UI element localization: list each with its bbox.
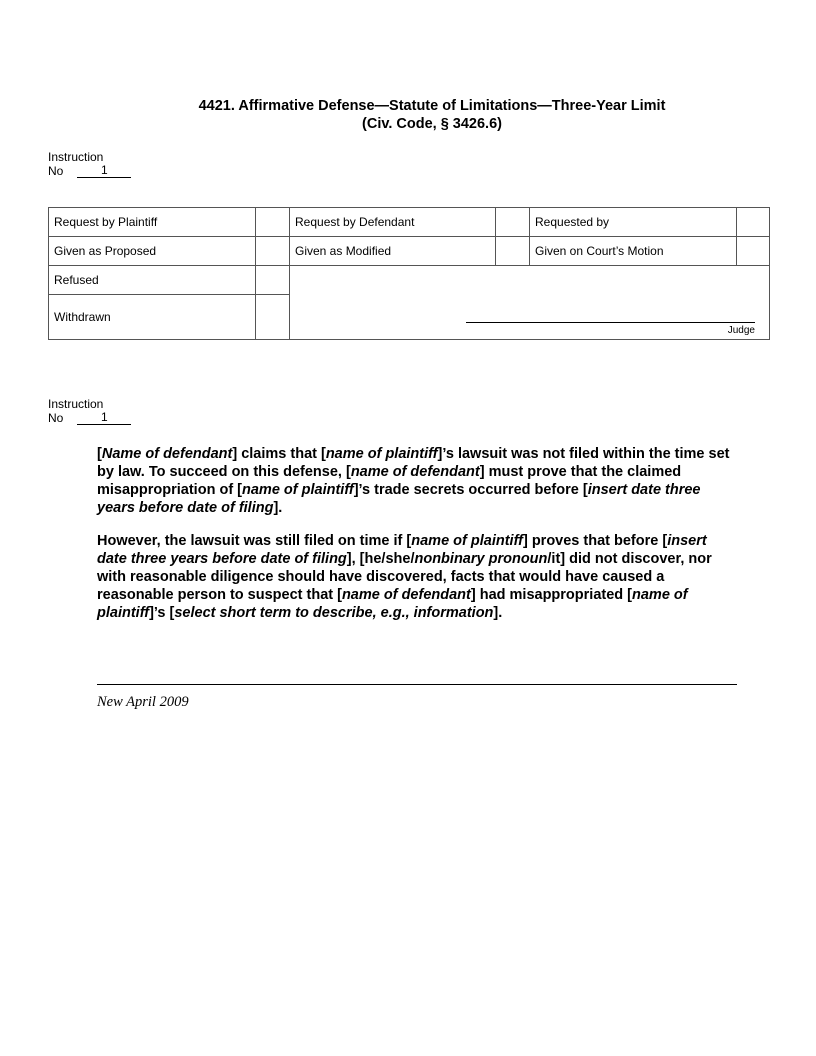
title-line-1: 4421. Affirmative Defense—Statute of Limitations—Three-Year Limit [198,98,666,114]
refused-label: Refused [49,266,256,295]
title-line-2: (Civ. Code, § 3426.6) [362,116,502,132]
paragraph-2: However, the lawsuit was still filed on time if [name of plaintiff] proves that before [insert date three years before date of filing], [he/she/nonbinary pronoun/it] did not discover, nor with reasonable diligence should have discovered, facts that would have caused a reasonable person to suspect that [name of defendant] had misappropriated [name of plaintiff]’s [select short term to describe, e.g., information]. [97,533,712,621]
given-on-courts-motion-label: Given on Court’s Motion [530,237,737,266]
no-label: No [48,411,64,425]
withdrawn-box[interactable] [256,295,290,340]
given-as-proposed-label: Given as Proposed [49,237,256,266]
history-note: New April 2009 [97,694,189,710]
request-by-defendant-box[interactable] [496,208,530,237]
judge-signature-area [290,266,770,340]
instruction-label: Instruction [48,397,104,411]
instruction-number-bottom [48,397,131,425]
withdrawn-label: Withdrawn [49,295,256,340]
judge-label: Judge [727,325,755,336]
request-by-defendant-label: Request by Defendant [290,208,496,237]
instruction-label: Instruction [48,150,104,164]
refused-box[interactable] [256,266,290,295]
instruction-title [0,97,816,133]
instruction-number-top [48,150,131,178]
instruction-no-value: 1 [77,411,131,425]
judge-signature-line[interactable] [466,322,755,323]
request-by-plaintiff-label: Request by Plaintiff [49,208,256,237]
requested-by-label: Requested by [530,208,737,237]
no-label: No [48,164,64,178]
given-as-modified-box[interactable] [496,237,530,266]
given-as-proposed-box[interactable] [256,237,290,266]
instruction-no-value: 1 [77,164,131,178]
requested-by-box[interactable] [737,208,770,237]
paragraph-1: [Name of defendant] claims that [name of plaintiff]’s lawsuit was not filed within the time set by law. To succeed on this defense, [name of defendant] must prove that the claimed misappropriation of [name of plaintiff]’s trade secrets occurred before [insert date three years before date of filing]. [97,446,730,516]
request-by-plaintiff-box[interactable] [256,208,290,237]
instruction-text [97,445,737,637]
footer-divider [97,684,737,685]
given-as-modified-label: Given as Modified [290,237,496,266]
disposition-table [48,207,770,340]
given-on-courts-motion-box[interactable] [737,237,770,266]
